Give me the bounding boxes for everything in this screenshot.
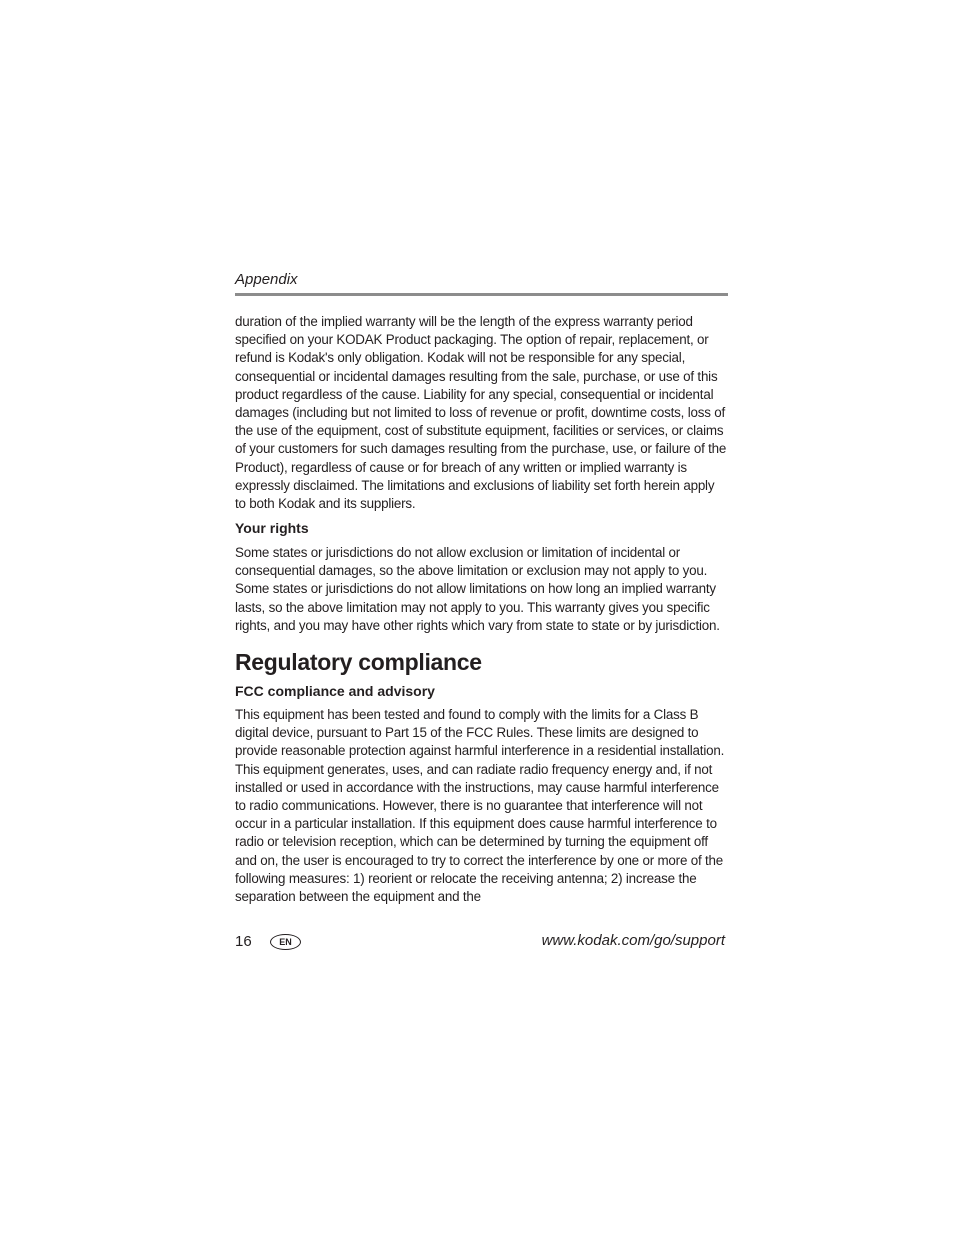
regulatory-compliance-title: Regulatory compliance — [235, 649, 482, 675]
warranty-continuation-paragraph: duration of the implied warranty will be the length of the express warranty period specified on your KODAK Product packaging. The option of repair, replacement, or refund is Kodak's only obligation. Kodak will not be responsible for any special, consequential or incidental damages resulting from the sale, purchase, or use of this product regardless of the cause. Liability for any special, consequential or incidental damages (including but not limited to loss of revenue or profit, downtime costs, loss of the use of the equipment, cost of substitute equipment, facilities or services, or claims of your customers for such damages resulting from the purchase, use, or failure of the Product), regardless of cause or for breach of any written or implied warranty is expressly disclaimed. The limitations and exclusions of liability set forth herein apply to both Kodak and its suppliers. — [235, 314, 727, 512]
language-badge-icon — [270, 934, 301, 950]
your-rights-heading: Your rights — [235, 520, 309, 536]
language-badge-label: EN — [279, 936, 292, 947]
header-divider — [235, 293, 728, 296]
page-number: 16 — [235, 933, 252, 950]
your-rights-paragraph: Some states or jurisdictions do not allow exclusion or limitation of incidental or consequential damages, so the above limitation or exclusion may not apply to you. Some states or jurisdictions do not allow limitations on how long an implied warranty lasts, so the above limitation may not apply to you. This warranty gives you specific rights, and you may have other rights which vary from state to state or by jurisdiction. — [235, 545, 720, 633]
fcc-heading: FCC compliance and advisory — [235, 683, 435, 699]
support-url: www.kodak.com/go/support — [541, 932, 725, 949]
fcc-paragraph: This equipment has been tested and found to comply with the limits for a Class B digital device, pursuant to Part 15 of the FCC Rules. These limits are designed to provide reasonable protection against harmful interference in a residential installation. This equipment generates, uses, and can radiate radio frequency energy and, if not installed or used in accordance with the instructions, may cause harmful interference to radio communications. However, there is no guarantee that interference will not occur in a particular installation. If this equipment does cause harmful interference to radio or television reception, which can be determined by turning the equipment off and on, the user is encouraged to try to correct the interference by one or more of the following measures: 1) reorient or relocate the receiving antenna; 2) increase the separation between the equipment and the — [235, 707, 725, 905]
page-header-label: Appendix — [235, 271, 298, 288]
